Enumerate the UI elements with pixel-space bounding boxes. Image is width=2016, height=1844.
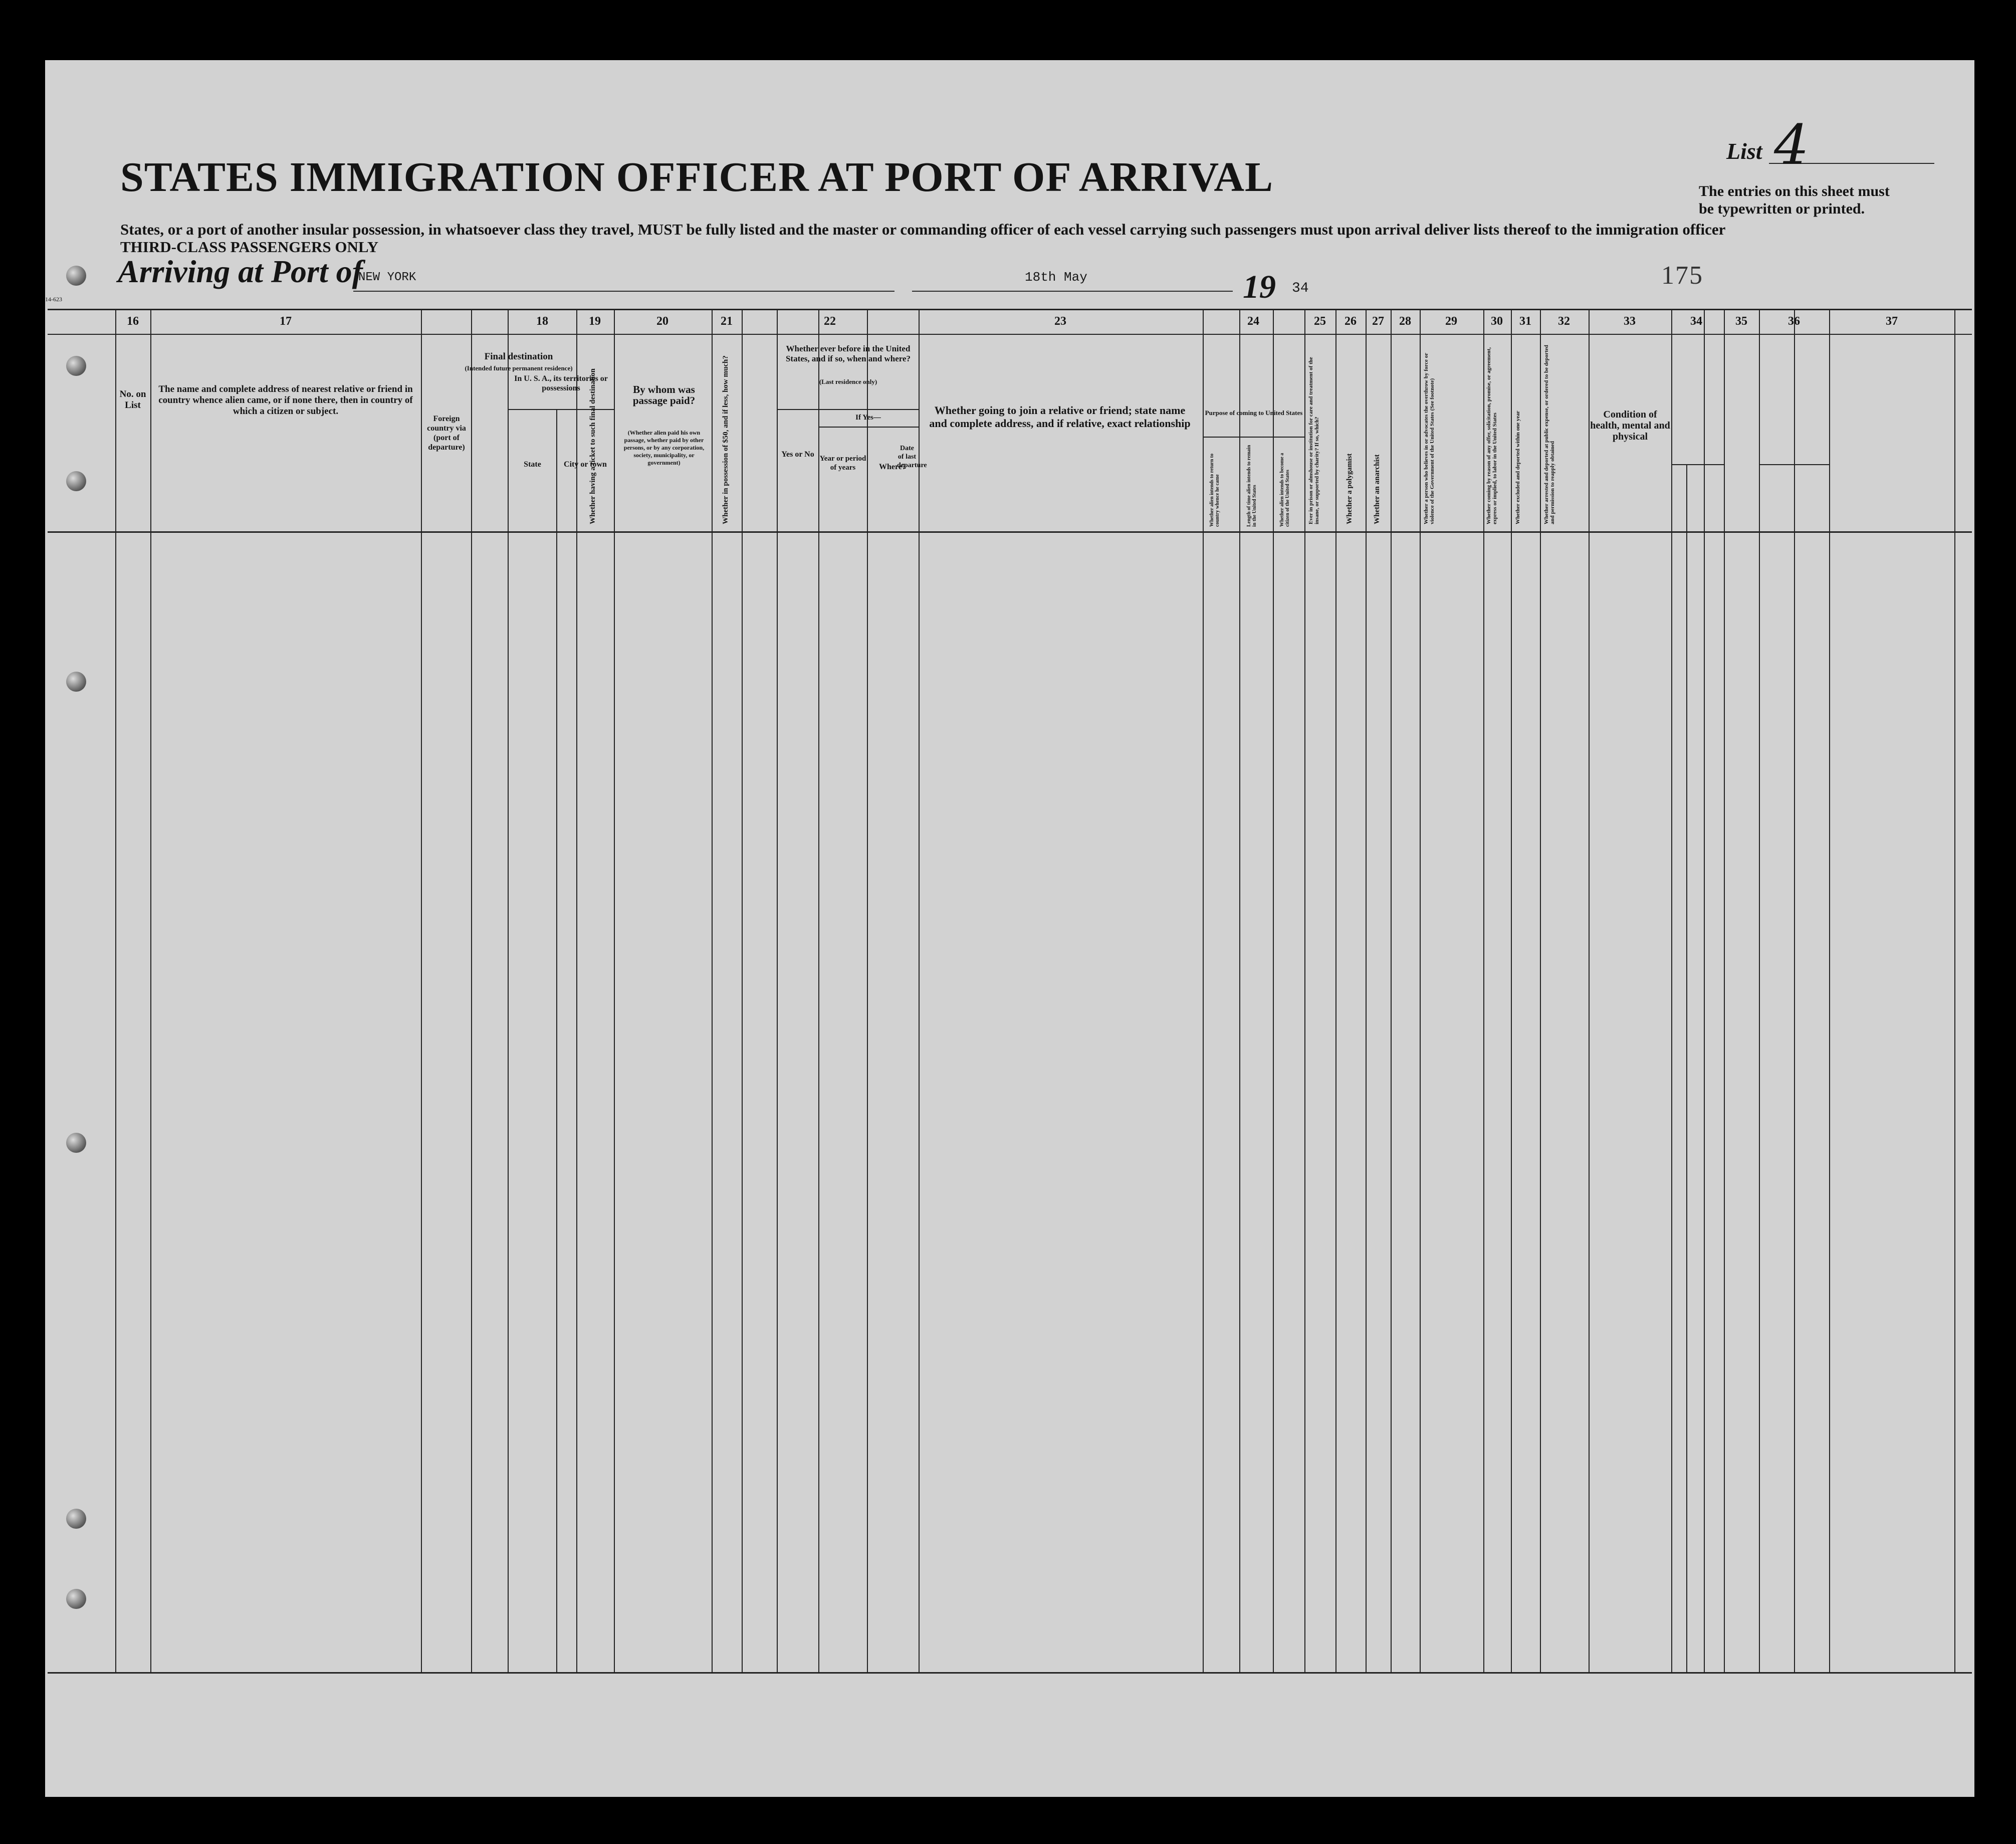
col-number: 34 <box>1690 315 1702 328</box>
class-label: THIRD-CLASS PASSENGERS ONLY <box>120 238 379 256</box>
entries-note: The entries on this sheet must <box>1699 183 1890 199</box>
header-health: Condition of health, mental and physical <box>1590 409 1670 442</box>
col-number: 23 <box>1054 315 1066 328</box>
date-line <box>912 291 1233 292</box>
year-suffix: 34 <box>1292 281 1309 296</box>
col-number: 19 <box>589 315 601 328</box>
year-prefix: 19 <box>1243 269 1276 305</box>
date-value: 18th May <box>1025 270 1087 285</box>
header-state: State <box>524 460 541 469</box>
header-before-us: Whether ever before in the United States, and if so, when and where? <box>785 344 911 363</box>
header-joining: Whether going to join a relative or friend; state name and complete address, and if relative, exact relationship <box>929 404 1191 430</box>
header-purpose-citizen: Whether alien intends to become a citizen of the United States <box>1279 453 1290 527</box>
header-passage-note: (Whether alien paid his own passage, whether paid by other persons, or by any corporation, society, municipality, or government) <box>623 429 705 466</box>
header-relative: The name and complete address of nearest relative or friend in country whence alien came, or if none there, then in country of which a citizen or subject. <box>158 384 413 417</box>
col-number: 29 <box>1445 315 1457 328</box>
header-ticket: Whether having a ticket to such final destination <box>589 368 597 524</box>
col-number: 27 <box>1372 315 1384 328</box>
header-polygamist: Whether a polygamist <box>1346 453 1354 524</box>
header-yes-no: Yes or No <box>781 450 814 459</box>
port-line <box>353 291 894 292</box>
header-deported: Whether arrested and deported at public expense, or ordered to be deported and permission to reapply obtained <box>1543 345 1555 524</box>
manifest-sheet <box>45 60 1974 1797</box>
col-number: 25 <box>1314 315 1326 328</box>
col-number: 22 <box>824 315 836 328</box>
col-number: 36 <box>1788 315 1800 328</box>
col-number: 20 <box>656 315 668 328</box>
arriving-label: Arriving at Port of <box>118 254 363 289</box>
page-title: STATES IMMIGRATION OFFICER AT PORT OF ARRIVAL <box>120 154 1274 200</box>
col-number: 26 <box>1345 315 1357 328</box>
header-money: Whether in possession of $50, and if less, how much? <box>722 355 730 524</box>
header-where: Where? <box>879 463 906 471</box>
intro-text: States, or a port of another insular possession, in whatsoever class they travel, MUST be fully listed and the master or commanding officer of each vessel carrying such passengers must upon arrival deliver lists thereof to the immigration officer <box>120 221 1726 238</box>
header-purpose-return: Whether alien intends to return to country whence he came <box>1209 453 1220 527</box>
header-anarchist: Whether an anarchist <box>1373 454 1381 524</box>
entries-note: be typewritten or printed. <box>1699 200 1865 217</box>
list-label: List <box>1726 138 1762 164</box>
header-purpose: Purpose of coming to United States <box>1205 409 1303 417</box>
binder-hole <box>66 266 86 286</box>
header-final-destination: Final destination <box>484 351 553 362</box>
col-number: 16 <box>127 315 139 328</box>
form-code: 14-623 <box>45 296 62 303</box>
header-date-departure: Date of last departure <box>897 445 927 469</box>
header-city: City or town <box>564 460 607 469</box>
col-number: 30 <box>1491 315 1503 328</box>
header-years: Year or period of years <box>819 455 866 472</box>
header-purpose-length: Length of time alien intends to remain in the United States <box>1246 445 1257 527</box>
col-number: 35 <box>1735 315 1747 328</box>
list-number: 4 <box>1774 113 1809 177</box>
col-number: 33 <box>1624 315 1636 328</box>
header-no-on-list: No. on List <box>119 389 146 411</box>
col-number: 32 <box>1558 315 1570 328</box>
col-number: 18 <box>536 315 548 328</box>
col-number: 17 <box>280 315 292 328</box>
header-in-usa: In U. S. A., its territories or possessions <box>514 374 608 392</box>
header-prison: Ever in prison or almshouse or institution for care and treatment of the insane, or supported by charity? If so, which? <box>1308 357 1320 524</box>
header-before-us-sub: (Last residence only) <box>819 378 877 385</box>
col-number: 24 <box>1247 315 1259 328</box>
col-number: 21 <box>721 315 733 328</box>
header-passage: By whom was passage paid? <box>632 383 696 406</box>
manifest-table <box>48 309 1972 1672</box>
header-if-yes: If Yes— <box>855 414 881 422</box>
port-value: NEW YORK <box>358 271 416 284</box>
col-number: 31 <box>1519 315 1531 328</box>
header-overthrow: Whether a person who believes in or advocates the overthrow by force or violence of the Government of the United States (See footnote) <box>1423 353 1435 524</box>
sheet-number-stamp: 175 <box>1661 261 1703 290</box>
header-excluded: Whether excluded and deported within one year <box>1515 411 1521 524</box>
header-final-destination-sub: (Intended future permanent residence) <box>465 364 573 372</box>
header-foreign-country: Foreign country via (port of departure) <box>427 415 466 452</box>
col-number: 28 <box>1399 315 1411 328</box>
header-labor: Whether coming by reason of any offer, solicitation, promise, or agreement, express or implied, to labor in the United States <box>1486 347 1498 524</box>
col-number: 37 <box>1886 315 1898 328</box>
